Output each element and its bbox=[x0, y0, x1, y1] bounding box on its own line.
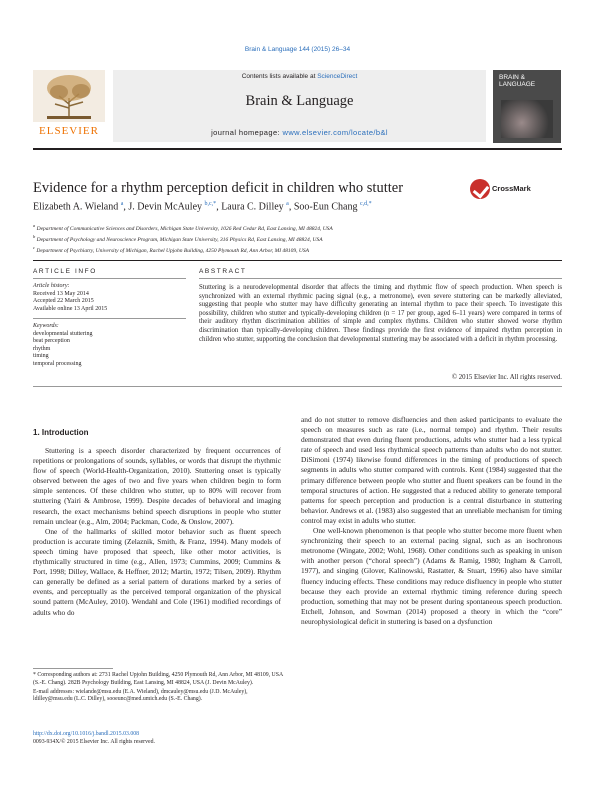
tree-icon bbox=[33, 70, 105, 122]
body-paragraph: and do not stutter to remove disfluencies and then asked participants to evaluate the speech on measures such as rate (i.e., normal tempo) and rhythm. Their results demonstrated that even during fluent productions, adults who stutter had a less typical rate of speech and used less rhythmical speech patterns than adults who do not stutter. DiSimoni (1974) likewise found differences in the timing of productions of speech segments in adults who stutter compared with controls. Kent (1984) suggested that the primary difference between people who stutter and fluent speakers can be found in the temporal structures of action. He suggested that a reduced ability to generate temporal patterns for speech perception and production is a central disturbance in stuttering behavior. Andrews et al. (1983) also suggested that an unreliable mechanism for timing control may exist in adults who stutter. bbox=[301, 415, 562, 525]
accepted-date: Accepted 22 March 2015 bbox=[33, 298, 94, 305]
journal-reference[interactable]: Brain & Language 144 (2015) 26–34 bbox=[244, 46, 351, 53]
author-name: Elizabeth A. Wieland bbox=[33, 201, 119, 213]
corresponding-author-note: * Corresponding authors at: 2731 Rachel Upjohn Building, 4250 Plymouth Rd, Ann Arbor, MI 48109, USA (S.-E. Chang). 282B Psychology Building, East Lansing, MI 48824, USA (J. Devin McAuley). bbox=[33, 672, 283, 686]
article-info-heading: ARTICLE INFO bbox=[33, 268, 97, 275]
doi-block bbox=[33, 731, 283, 747]
history-label: Article history: bbox=[33, 283, 70, 289]
contents-line bbox=[113, 73, 486, 80]
homepage-link[interactable]: www.elsevier.com/locate/b&l bbox=[282, 128, 388, 137]
received-date: Received 13 May 2014 bbox=[33, 290, 89, 297]
divider bbox=[199, 278, 562, 279]
section-heading: 1. Introduction bbox=[33, 428, 89, 437]
divider bbox=[33, 386, 562, 387]
author-list: Elizabeth A. Wieland $^a$, J. Devin McAuley $^{b,c,*}$, Laura C. Dilley $^a$, Soo-Eun Chang $^{c,d,*}$ bbox=[33, 201, 372, 213]
elsevier-wordmark: ELSEVIER bbox=[39, 125, 99, 137]
affiliation bbox=[33, 233, 563, 244]
elsevier-tree-logo bbox=[33, 70, 105, 128]
footnotes bbox=[33, 672, 283, 704]
author-name: J. Devin McAuley bbox=[128, 201, 203, 213]
author-sup[interactable]: c,d,* bbox=[359, 201, 372, 207]
journal-homepage bbox=[113, 128, 486, 137]
abstract-text: Stuttering is a neurodevelopmental disorder that affects the timing and rhythmic flow of speech production. When speech is synchronized with an external rhythmic pacing signal (e.g., a metronome), even severe stuttering can be markedly alleviated, suggesting that people who stutter may have difficulty generating an internal rhythm to pace their speech. To investigate this possibility, children who stutter and typically-developing children (n = 17 per group, aged 6–11 years) were compared in terms of their auditory rhythm discrimination abilities of simple and complex rhythms. Children who stutter showed worse rhythm discrimination than typically-developing children. These findings provide the first evidence of impaired rhythm perception in children who stutter, supporting the conclusion that developmental stuttering may be associated with a deficit in rhythm processing. bbox=[199, 284, 562, 343]
article-title: Evidence for a rhythm perception deficit in children who stutter bbox=[33, 180, 404, 196]
cover-title-line2: LANGUAGE bbox=[499, 81, 536, 88]
divider bbox=[33, 318, 186, 319]
affiliation-text: Department of Psychiatry, University of Michigan, Rachel Upjohn Building, 4250 Plymouth Rd, Ann Arbor, MI 48109, USA bbox=[36, 247, 309, 254]
crossmark-label: CrossMark bbox=[492, 184, 531, 193]
issn-copyright: 0093-934X/© 2015 Elsevier Inc. All rights reserved. bbox=[33, 738, 155, 745]
keyword: timing bbox=[33, 353, 49, 360]
divider bbox=[33, 260, 562, 261]
abstract-heading: ABSTRACT bbox=[199, 268, 247, 275]
homepage-prefix: journal homepage: bbox=[211, 128, 283, 137]
journal-cover-thumbnail[interactable] bbox=[493, 70, 561, 143]
affiliation-text: Department of Communicative Sciences and Disorders, Michigan State University, 1026 Red Cedar Rd, East Lansing, MI 48824, USA bbox=[36, 225, 333, 232]
cover-title bbox=[499, 74, 535, 88]
keyword: temporal processing bbox=[33, 360, 82, 367]
body-paragraph: Stuttering is a speech disorder characterized by frequent occurrences of repetitions or prolongations of sounds, syllables, or words that disrupt the rhythmic flow of speech (World-Health-Organization, 2010). Stuttering onset is typically observed between the ages of two and five years when children begin to form simple sentences. Of these children who stutter, up to 80% will recover from stuttering (Yairi & Ambrose, 1999). Despite decades of behavioral and imaging research, the exact mechanisms behind speech disruptions in people who stutter remain unclear (e.g., Alm, 2004; Packman, Code, & Onslow, 2007). bbox=[33, 446, 281, 526]
author-name: Laura C. Dilley bbox=[221, 201, 284, 213]
body-paragraph: One well-known phenomenon is that people who stutter become more fluent when synchronizing their speech to an external pacing signal, such as an isochronous metronome (Wingate, 2002; Wohl, 1968). Other conditions such as speaking in unison with another person (“choral speech”) (Adams & Ramig, 1980; Ingham & Carroll, 1977), and singing (Glover, Kalinowski, Rastatter, & Stuart, 1996) also have similar fluency inducing effects. These conditions may reduce disfluency in people who stutter because they each provide an external rhythmic timing reference during speech production, something that may not be present during spontaneous speech production. Etchell, Johnson, and Sowman (2014) proposed a theory in which the “core” neurophysiological deficit in stuttering is based on a dysfunction bbox=[301, 526, 562, 626]
divider bbox=[33, 278, 186, 279]
body-paragraph: One of the hallmarks of skilled motor behavior such as fluent speech production is accurate timing (Zelaznik, Smith, & Franz, 1994). Many models of speech timing have proposed that speech, like other motor activities, is rhythmically structured in time (e.g., Allen, 1973; Cummins, 2009; Cummins & Port, 1998; Dilley, Wallace, & Heffner, 2012; Martin, 1972; Tilsen, 2009). Rhythm can generally be defined as a serial pattern of durations marked by a series of events, and perceptually as the perceived temporal organization of the physical sound pattern (McAuley, 2010). Wendahl and Cole (1961) modified recordings of adults who do bbox=[33, 526, 281, 617]
header-rule bbox=[33, 148, 562, 150]
cover-image bbox=[501, 100, 553, 138]
author-name: Soo-Eun Chang bbox=[293, 201, 358, 213]
abstract-copyright: © 2015 Elsevier Inc. All rights reserved. bbox=[451, 374, 562, 381]
crossmark-icon bbox=[470, 179, 490, 199]
email-addresses: E-mail addresses: wielande@msu.edu (E.A. Wieland), dmcauley@msu.edu (J.D. McAuley), ldilley@msu.edu (L.C. Dilley), sooeunc@med.umich.edu (S.-E. Chang). bbox=[33, 688, 248, 703]
doi-link[interactable]: http://dx.doi.org/10.1016/j.bandl.2015.03.008 bbox=[33, 731, 140, 737]
affiliation bbox=[33, 222, 563, 233]
article-history bbox=[33, 283, 186, 313]
keyword: rhythm bbox=[33, 345, 51, 352]
right-column bbox=[301, 415, 562, 785]
crossmark-badge[interactable] bbox=[470, 179, 565, 201]
affiliation bbox=[33, 244, 563, 255]
affiliation-text: Department of Psychology and Neuroscience Program, Michigan State University, 316 Physics Rd, East Lansing, MI 48824, USA bbox=[36, 236, 323, 243]
author-sup[interactable]: b,c,* bbox=[204, 201, 217, 207]
keyword: developmental stuttering bbox=[33, 330, 93, 337]
sciencedirect-link[interactable]: ScienceDirect bbox=[317, 73, 358, 80]
online-date: Available online 13 April 2015 bbox=[33, 305, 108, 312]
affiliation-sup: a bbox=[33, 223, 36, 228]
author-sup[interactable]: a bbox=[286, 201, 289, 207]
affiliation-sup: b bbox=[33, 233, 36, 239]
left-column bbox=[33, 446, 281, 668]
affiliation-sup: c bbox=[33, 244, 35, 250]
journal-name: Brain & Language bbox=[245, 93, 354, 109]
footnote-rule bbox=[33, 668, 113, 669]
keywords-label: Keywords: bbox=[33, 323, 59, 329]
contents-prefix: Contents lists available at bbox=[241, 73, 318, 80]
keyword: beat perception bbox=[33, 338, 70, 345]
affiliations bbox=[33, 222, 563, 254]
cover-title-line1: BRAIN & bbox=[499, 74, 526, 81]
author-sup[interactable]: a bbox=[120, 201, 124, 207]
keywords bbox=[33, 323, 186, 369]
